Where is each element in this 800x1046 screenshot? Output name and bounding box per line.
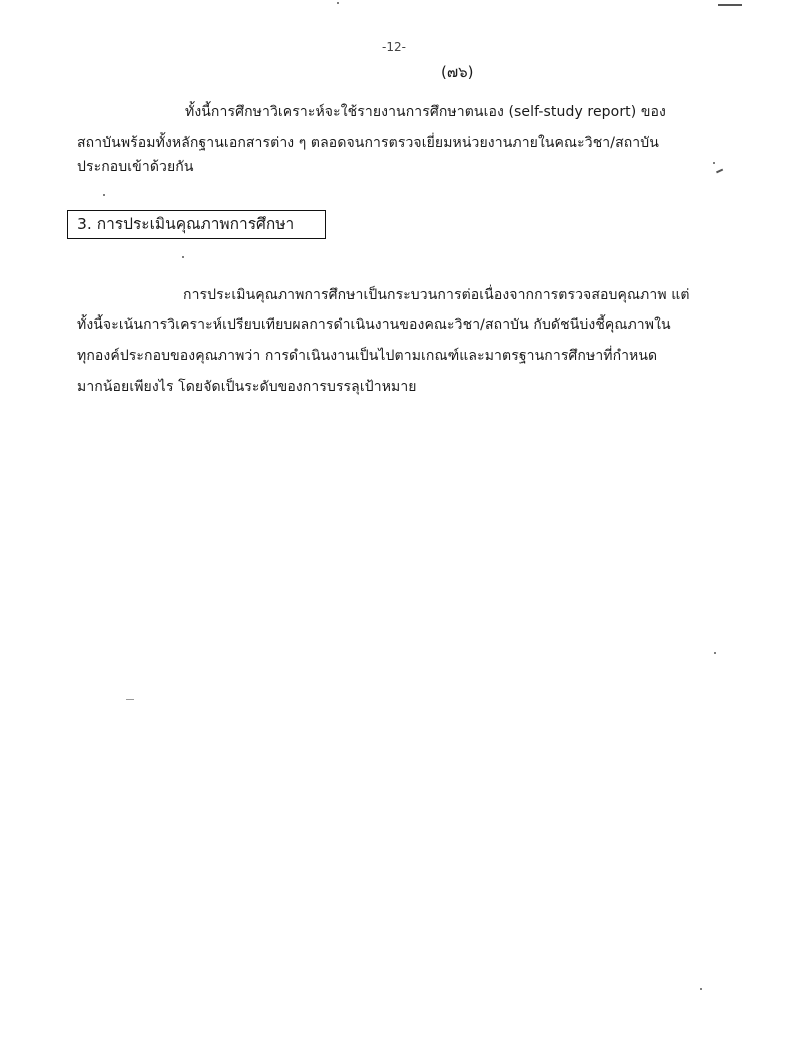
paragraph-1-line-3: ประกอบเข้าด้วยกัน	[77, 159, 194, 175]
page-number: -12-	[382, 40, 406, 54]
scan-artifact	[714, 652, 716, 654]
paragraph-2-line-4: มากน้อยเพียงไร โดยจัดเป็นระดับของการบรรลุเป้าหมาย	[77, 379, 417, 395]
scan-artifact	[103, 194, 105, 196]
paragraph-1-line-2: สถาบันพร้อมทั้งหลักฐานเอกสารต่าง ๆ ตลอดจนการตรวจเยี่ยมหน่วยงานภายในคณะวิชา/สถาบัน	[77, 135, 659, 151]
paragraph-2-line-3: ทุกองค์ประกอบของคุณภาพว่า การดำเนินงานเป็นไปตามเกณฑ์และมาตรฐานการศึกษาที่กำหนด	[77, 348, 658, 364]
section-heading: 3. การประเมินคุณภาพการศึกษา	[77, 215, 295, 233]
paragraph-1-line-1: ทั้งนี้การศึกษาวิเคราะห์จะใช้รายงานการศึกษาตนเอง (self-study report) ของ	[185, 104, 666, 120]
scan-artifact	[713, 162, 715, 164]
scan-artifact	[700, 988, 702, 990]
section-heading-box	[67, 210, 326, 239]
thai-page-number: (๗๖)	[441, 63, 474, 81]
paragraph-2-line-2: ทั้งนี้จะเน้นการวิเคราะห์เปรียบเทียบผลการดำเนินงานของคณะวิชา/สถาบัน กับดัชนีบ่งชี้คุณภาพใน	[77, 317, 671, 333]
scan-artifact	[716, 169, 723, 173]
scan-artifact	[337, 2, 339, 4]
scan-artifact	[718, 4, 742, 6]
scan-artifact	[182, 256, 184, 258]
paragraph-2-line-1: การประเมินคุณภาพการศึกษาเป็นกระบวนการต่อเนื่องจากการตรวจสอบคุณภาพ แต่	[183, 287, 690, 303]
scan-artifact	[126, 699, 134, 700]
